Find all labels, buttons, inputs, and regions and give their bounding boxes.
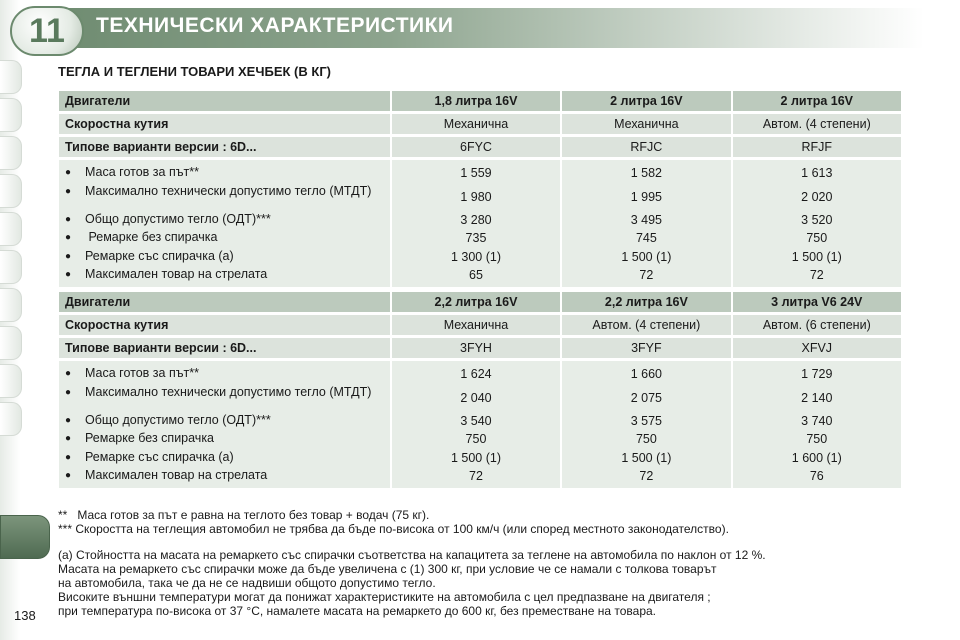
gearbox-cell: Механична: [392, 114, 560, 134]
value: 1 600 (1): [791, 450, 842, 465]
value: 3 280: [460, 212, 492, 227]
value: 1 500 (1): [450, 450, 501, 465]
value: 1 559: [460, 166, 492, 180]
value: 3 520: [801, 212, 833, 227]
bullet-icon: ●: [65, 232, 72, 244]
page-number: 138: [14, 608, 36, 623]
list-item: ● Общо допустимо тегло (ОДТ)***: [65, 211, 271, 226]
gearbox-cell: Автом. (4 степени): [562, 315, 730, 335]
list-item: ● Максимален товар на стрелата: [65, 468, 268, 483]
value: 1 300 (1): [450, 249, 501, 264]
value: 72: [639, 268, 654, 283]
value: 1 500 (1): [791, 249, 842, 264]
value: 2 140: [801, 390, 833, 405]
table-row-gearbox: [59, 114, 901, 134]
value: 1 613: [801, 166, 833, 180]
chapter-tab[interactable]: [0, 402, 22, 436]
table-row-variants: [59, 338, 901, 358]
value: 1 660: [630, 367, 662, 381]
list-item: ● Ремарке без спирачка: [65, 230, 218, 245]
engine-cell: 1,8 литра 16V: [392, 91, 560, 111]
item-labels-cell: [59, 160, 390, 287]
note-line: Високите външни температури могат да понижат характеристиките на автомобила с цел предпазване на двигателя ;: [58, 590, 711, 604]
chapter-tab[interactable]: [0, 174, 22, 208]
value: 1 500 (1): [621, 249, 672, 264]
bullet-icon: ●: [65, 185, 72, 197]
chapter-tab[interactable]: [0, 326, 22, 360]
note-line: при температура по-висока от 37 °C, намалете масата на ремаркето до 600 кг, без преместване на товара.: [58, 604, 657, 618]
row-label-gearbox: Скоростна кутия: [59, 315, 390, 335]
list-item: ● Максимален товар на стрелата: [65, 267, 268, 282]
list-item: ● Маса готов за път**: [65, 165, 199, 179]
engine-cell: 2 литра 16V: [733, 91, 901, 111]
chapter-tab[interactable]: [0, 364, 22, 398]
list-item: ● Ремарке със спирачка (а): [65, 449, 234, 464]
value: 2 075: [630, 390, 662, 405]
footnote-speed: *** Скоростта на теглещия автомобил не трябва да бъде по-висока от 100 км/ч (или според местното законодателство).: [58, 522, 729, 536]
engine-cell: 2,2 литра 16V: [562, 292, 730, 312]
chapter-number-badge: 11: [10, 6, 84, 56]
bullet-icon: ●: [65, 470, 72, 482]
bullet-icon: ●: [65, 368, 72, 379]
list-item: ● Ремарке без спирачка: [65, 431, 215, 446]
value: 65: [469, 268, 483, 283]
list-item: ● Максимално технически допустимо тегло (МТДТ): [65, 183, 372, 198]
spec-table-1: [57, 88, 903, 290]
item-labels-cell: [59, 361, 390, 488]
gearbox-cell: Механична: [392, 315, 560, 335]
row-label-gearbox: Скоростна кутия: [59, 114, 390, 134]
value: 2 040: [460, 390, 492, 405]
value: 2 020: [801, 189, 833, 204]
chapter-tab[interactable]: [0, 136, 22, 170]
bullet-icon: ●: [65, 433, 72, 445]
note-line: на автомобила, така че да не се надвиши общото допустимо тегло.: [58, 576, 436, 590]
value: 745: [635, 231, 657, 246]
value: 1 500 (1): [621, 450, 672, 465]
chapter-tab[interactable]: [0, 98, 22, 132]
variant-cell: RFJF: [733, 137, 901, 157]
engine-cell: 2 литра 16V: [562, 91, 730, 111]
value: 3 495: [630, 212, 662, 227]
list-item: ● Максимално технически допустимо тегло (МТДТ): [65, 384, 372, 399]
variant-cell: 6FYC: [392, 137, 560, 157]
bullet-icon: ●: [65, 167, 72, 178]
engine-cell: 3 литра V6 24V: [733, 292, 901, 312]
variant-cell: XFVJ: [733, 338, 901, 358]
table-row-values: [59, 160, 901, 287]
row-label-variants: Типове варианти версии : 6D...: [59, 338, 390, 358]
gearbox-cell: Автом. (6 степени): [733, 315, 901, 335]
table-row-engines: [59, 292, 901, 312]
value: 750: [806, 432, 828, 447]
gearbox-cell: Автом. (4 степени): [733, 114, 901, 134]
value: 76: [809, 469, 824, 484]
bullet-icon: ●: [65, 451, 72, 463]
chapter-tab[interactable]: [0, 288, 22, 322]
bullet-icon: ●: [65, 250, 72, 262]
list-item: ● Маса готов за път**: [65, 366, 199, 380]
section-title: ТЕГЛА И ТЕГЛЕНИ ТОВАРИ ХЕЧБЕК (В КГ): [58, 64, 332, 79]
value: 1 995: [630, 189, 662, 204]
value: 1 729: [801, 367, 833, 381]
value: 72: [809, 268, 824, 283]
value: 750: [635, 432, 657, 447]
note-line: (а) Стойността на масата на ремаркето със спирачки съответства на капацитета за теглене на автомобила по наклон от 12 %.: [58, 548, 766, 562]
variant-cell: 3FYH: [392, 338, 560, 358]
value: 1 624: [460, 367, 492, 381]
variant-cell: 3FYF: [562, 338, 730, 358]
value: 1 980: [460, 189, 492, 204]
table-row-variants: [59, 137, 901, 157]
chapter-tab-active[interactable]: [0, 515, 50, 559]
gearbox-cell: Механична: [562, 114, 730, 134]
table-row-gearbox: [59, 315, 901, 335]
header-title: ТЕХНИЧЕСКИ ХАРАКТЕРИСТИКИ: [96, 14, 454, 37]
list-item: ● Общо допустимо тегло (ОДТ)***: [65, 412, 271, 427]
value: 3 740: [801, 413, 833, 428]
variant-cell: RFJC: [562, 137, 730, 157]
value: 735: [465, 231, 487, 246]
value: 72: [639, 469, 654, 484]
values-cell: [562, 361, 730, 488]
values-cell: [562, 160, 730, 287]
footnotes: [58, 508, 908, 618]
table-row-engines: [59, 91, 901, 111]
row-label-engines: Двигатели: [59, 91, 390, 111]
value: 3 540: [460, 413, 492, 428]
bullet-icon: ●: [65, 269, 72, 281]
engine-cell: 2,2 литра 16V: [392, 292, 560, 312]
chapter-tab[interactable]: [0, 212, 22, 246]
chapter-tabs: [0, 60, 22, 440]
values-cell: [733, 361, 901, 488]
value: 72: [469, 469, 483, 484]
value: 1 582: [630, 166, 662, 180]
values-cell: [392, 160, 560, 287]
note-line: Масата на ремаркето със спирачки може да бъде увеличена с (1) 300 кг, при условие че се намали с толкова товарът: [58, 562, 717, 576]
value: 3 575: [630, 413, 662, 428]
list-item: ● Ремарке със спирачка (а): [65, 248, 234, 263]
bullet-icon: ●: [65, 213, 72, 225]
chapter-tab[interactable]: [0, 250, 22, 284]
bullet-icon: ●: [65, 386, 72, 398]
bullet-icon: ●: [65, 414, 72, 426]
row-label-variants: Типове варианти версии : 6D...: [59, 137, 390, 157]
value: 750: [465, 432, 487, 447]
values-cell: [733, 160, 901, 287]
footnote-road-mass: ** Маса готов за път е равна на теглото без товар + водач (75 кг).: [58, 508, 430, 522]
spec-table-2: [57, 289, 903, 491]
chapter-tab[interactable]: [0, 60, 22, 94]
row-label-engines: Двигатели: [59, 292, 390, 312]
values-cell: [392, 361, 560, 488]
value: 750: [806, 231, 828, 246]
table-row-values: [59, 361, 901, 488]
